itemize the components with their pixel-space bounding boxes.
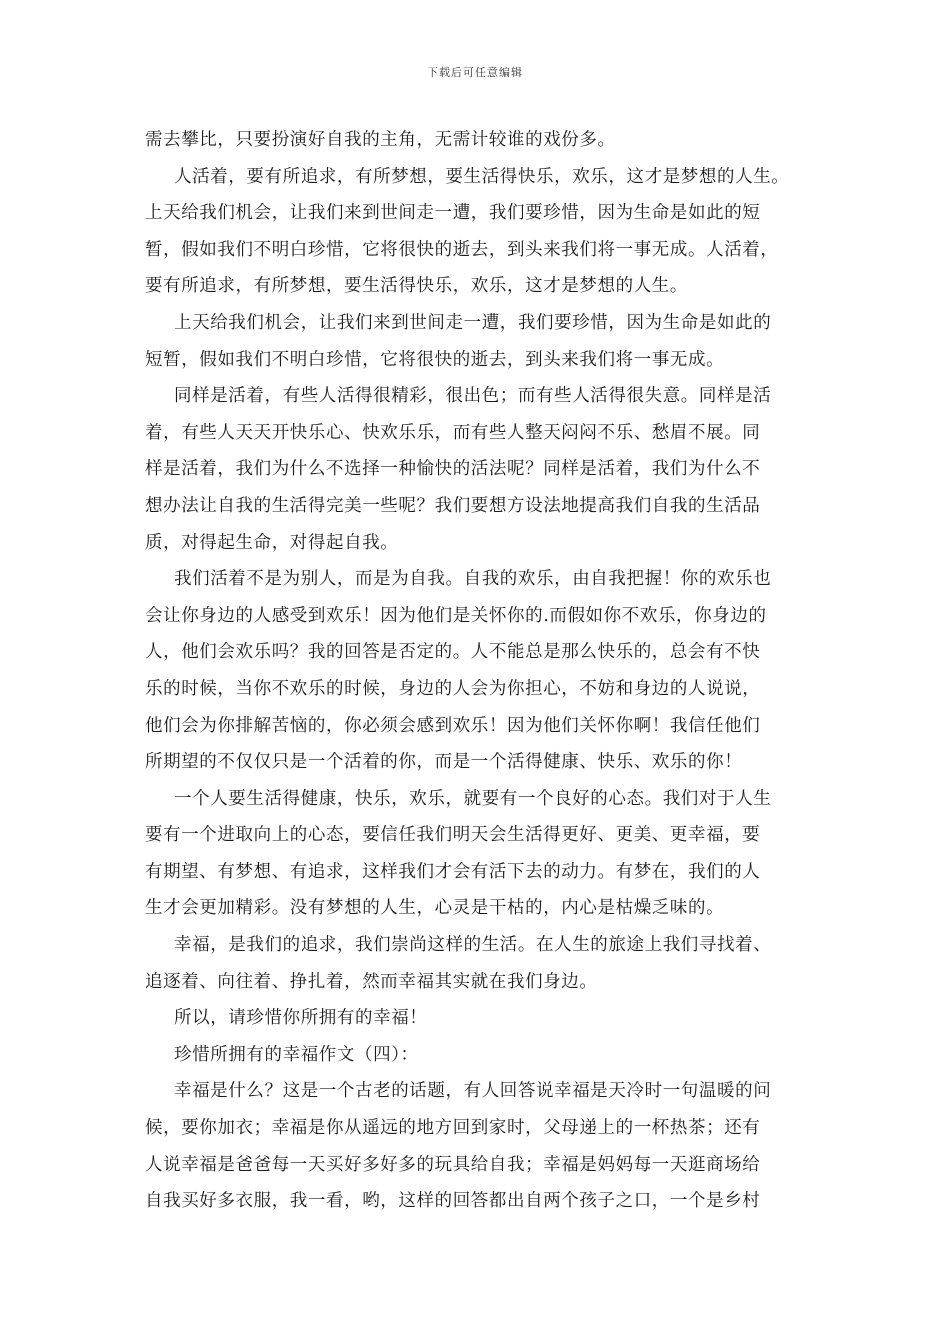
text-line: 他们会为你排解苦恼的，你必须会感到欢乐！因为他们关怀你啊！我信任他们: [145, 715, 761, 736]
text-line: 人说幸福是爸爸每一天买好多好多的玩具给自我；幸福是妈妈每一天逛商场给: [145, 1154, 761, 1175]
text-line: 所期望的不仅仅只是一个活着的你，而是一个活得健康、快乐、欢乐的你！: [145, 752, 743, 773]
text-line: 珍惜所拥有的幸福作文（四）：: [174, 1044, 419, 1065]
text-line: 人活着，要有所追求，有所梦想，要生活得快乐，欢乐，这才是梦想的人生。: [174, 166, 790, 187]
text-line: 人，他们会欢乐吗？我的回答是否定的。人不能总是那么快乐的，总会有不快: [145, 642, 761, 663]
text-line: 追逐着、向往着、挣扎着，然而幸福其实就在我们身边。: [145, 971, 598, 992]
text-line: 质，对得起生命，对得起自我。: [145, 532, 399, 553]
document-body: [145, 122, 810, 1220]
text-line: 想办法让自我的生活得完美一些呢？我们要想方设法地提高我们自我的生活品: [145, 495, 761, 516]
text-line: 样是活着，我们为什么不选择一种愉快的活法呢？同样是活着，我们为什么不: [145, 459, 761, 480]
text-line: 要有所追求，有所梦想，要生活得快乐，欢乐，这才是梦想的人生。: [145, 276, 688, 297]
text-line: 乐的时候，当你不欢乐的时候，身边的人会为你担心，不妨和身边的人说说，: [145, 678, 761, 699]
text-line: 自我买好多衣服，我一看，哟，这样的回答都出自两个孩子之口，一个是乡村: [145, 1191, 761, 1212]
text-line: 一个人要生活得健康，快乐，欢乐，就要有一个良好的心态。我们对于人生: [174, 788, 772, 809]
text-line: 会让你身边的人感受到欢乐！因为他们是关怀你的.而假如你不欢乐，你身边的: [145, 605, 767, 626]
text-line: 所以，请珍惜你所拥有的幸福！: [174, 1008, 428, 1029]
page-header: 下载后可任意编辑: [427, 66, 523, 79]
text-line: 上天给我们机会，让我们来到世间走一遭，我们要珍惜，因为生命是如此的: [174, 312, 772, 333]
text-line: 幸福是什么？这是一个古老的话题，有人回答说幸福是天冷时一句温暖的问: [174, 1081, 772, 1102]
text-line: 要有一个进取向上的心态，要信任我们明天会生活得更好、更美、更幸福，要: [145, 825, 761, 846]
text-line: 幸福，是我们的追求，我们崇尚这样的生活。在人生的旅途上我们寻找着、: [174, 935, 772, 956]
text-line: 短暂，假如我们不明白珍惜，它将很快的逝去，到头来我们将一事无成。: [145, 349, 725, 370]
text-line: 暂，假如我们不明白珍惜，它将很快的逝去，到头来我们将一事无成。人活着，: [145, 239, 779, 260]
text-line: 需去攀比，只要扮演好自我的主角，无需计较谁的戏份多。: [145, 130, 616, 150]
text-line: 上天给我们机会，让我们来到世间走一遭，我们要珍惜，因为生命是如此的短: [145, 203, 761, 224]
text-line: 着，有些人天天开快乐心、快欢乐乐，而有些人整天闷闷不乐、愁眉不展。同: [145, 422, 761, 443]
text-line: 候，要你加衣；幸福是你从遥远的地方回到家时，父母递上的一杯热茶；还有: [145, 1118, 761, 1139]
text-line: 有期望、有梦想、有追求，这样我们才会有活下去的动力。有梦在，我们的人: [145, 861, 761, 882]
text-line: 同样是活着，有些人活得很精彩，很出色；而有些人活得很失意。同样是活: [174, 386, 772, 407]
text-line: 生才会更加精彩。没有梦想的人生，心灵是干枯的，内心是枯燥乏味的。: [145, 898, 725, 919]
text-line: 我们活着不是为别人，而是为自我。自我的欢乐，由自我把握！你的欢乐也: [174, 569, 772, 590]
